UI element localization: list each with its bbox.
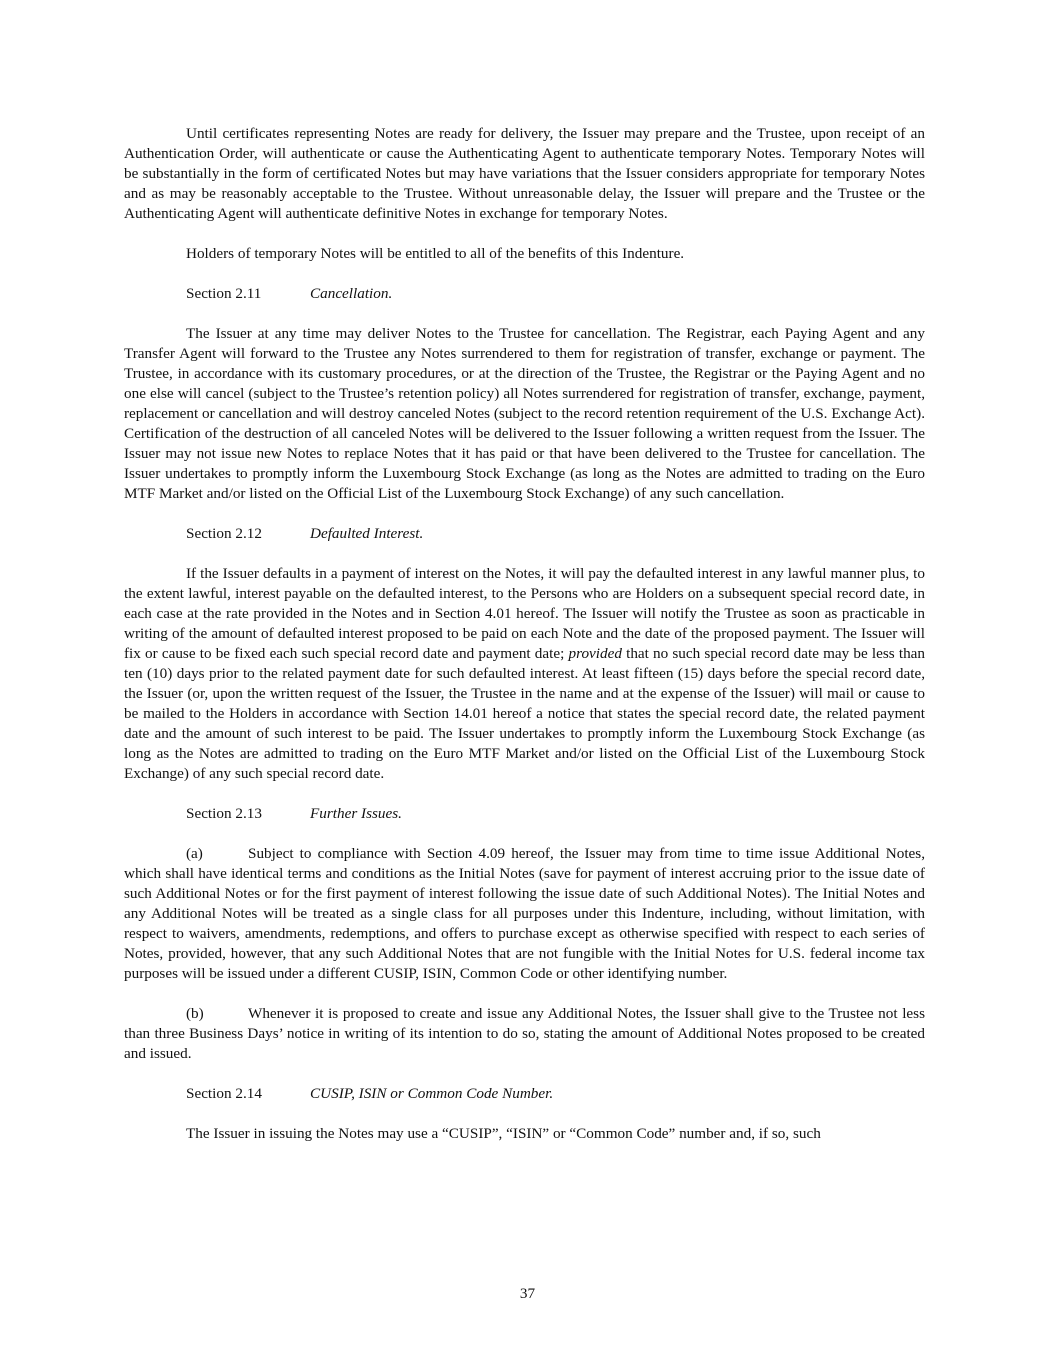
subparagraph-b-further-issues	[124, 1004, 925, 1064]
section-title: Defaulted Interest.	[310, 525, 424, 542]
subparagraph-label: (b)	[186, 1005, 204, 1022]
section-number: Section 2.13	[186, 805, 262, 822]
defaulted-interest-italic-provided: provided	[568, 645, 622, 662]
defaulted-interest-text-part-2: that no such special record date may be less than ten (10) days prior to the related payment date for such defaulted interest. At least fifteen (15) days before the special record date, the Issuer (or, upon the written request of the Issuer, the Trustee in the name and at the expense of the Issuer) will mail or cause to be mailed to the Holders in accordance with Section 14.01 hereof a notice that states the special record date, the related payment date and the amount of such interest to be paid. The Issuer undertakes to promptly inform the Luxembourg Stock Exchange (as long as the Notes are admitted to trading on the Euro MTF Market and/or listed on the Official List of the Luxembourg Stock Exchange) of any such special record date.	[124, 645, 925, 782]
section-heading-2-13	[186, 804, 925, 824]
section-heading-2-14	[186, 1084, 925, 1104]
subparagraph-label: (a)	[186, 845, 203, 862]
section-number: Section 2.11	[186, 285, 262, 302]
section-number: Section 2.12	[186, 525, 262, 542]
paragraph-holders-temporary-notes: Holders of temporary Notes will be entitled to all of the benefits of this Indenture.	[186, 245, 685, 262]
section-heading-2-11	[186, 284, 925, 304]
section-title: Further Issues.	[310, 805, 402, 822]
section-number: Section 2.14	[186, 1085, 262, 1102]
paragraph-defaulted-interest	[124, 564, 925, 784]
paragraph-temporary-notes: Until certificates representing Notes are ready for delivery, the Issuer may prepare and the Trustee, upon receipt of an Authentication Order, will authenticate or cause the Authenticating Agent to authenticate temporary Notes. Temporary Notes will be substantially in the form of certificated Notes but may have variations that the Issuer considers appropriate for temporary Notes and as may be reasonably acceptable to the Trustee. Without unreasonable delay, the Issuer will prepare and the Trustee or the Authenticating Agent will authenticate definitive Notes in exchange for temporary Notes.	[124, 125, 925, 222]
section-heading-2-12	[186, 524, 925, 544]
subparagraph-text: Subject to compliance with Section 4.09 hereof, the Issuer may from time to time issue Additional Notes, which shall have identical terms and conditions as the Initial Notes (save for payment of interest accruing prior to the issue date of such Additional Notes or for the first payment of interest following the issue date of such Additional Notes). The Initial Notes and any Additional Notes will be treated as a single class for all purposes under this Indenture, including, without limitation, with respect to waivers, amendments, redemptions, and offers to purchase except as otherwise specified with respect to each series of Notes, provided, however, that any such Additional Notes that are not fungible with the Initial Notes for U.S. federal income tax purposes will be issued under a different CUSIP, ISIN, Common Code or other identifying number.	[124, 845, 925, 982]
defaulted-interest-text-part-1: If the Issuer defaults in a payment of interest on the Notes, it will pay the defaulted interest in any lawful manner plus, to the extent lawful, interest payable on the defaulted interest, to the Persons who are Holders on a subsequent special record date, in each case at the rate provided in the Notes and in Section 4.01 hereof. The Issuer will notify the Trustee as soon as practicable in writing of the amount of defaulted interest proposed to be paid on each Note and the date of the proposed payment. The Issuer will fix or cause to be fixed each such special record date and payment date;	[124, 565, 925, 662]
subparagraph-text: Whenever it is proposed to create and issue any Additional Notes, the Issuer shall give to the Trustee not less than three Business Days’ notice in writing of its intention to do so, stating the amount of Additional Notes proposed to be created and issued.	[124, 1005, 925, 1062]
subparagraph-a-further-issues	[124, 844, 925, 984]
page-number: 37	[519, 1285, 536, 1302]
paragraph-cusip-isin: The Issuer in issuing the Notes may use a “CUSIP”, “ISIN” or “Common Code” number and, if so, such	[186, 1125, 821, 1142]
paragraph-cancellation: The Issuer at any time may deliver Notes to the Trustee for cancellation. The Registrar, each Paying Agent and any Transfer Agent will forward to the Trustee any Notes surrendered to them for registration of transfer, exchange or payment. The Trustee, in accordance with its customary procedures, or at the direction of the Trustee, the Registrar or the Paying Agent and no one else will cancel (subject to the Trustee’s retention policy) all Notes surrendered for registration of transfer, exchange, payment, replacement or cancellation and will destroy canceled Notes (subject to the record retention requirement of the U.S. Exchange Act). Certification of the destruction of all canceled Notes will be delivered to the Issuer following a written request from the Issuer. The Issuer may not issue new Notes to replace Notes that it has paid or that have been delivered to the Trustee for cancellation. The Issuer undertakes to promptly inform the Luxembourg Stock Exchange (as long as the Notes are admitted to trading on the Euro MTF Market and/or listed on the Official List of the Luxembourg Stock Exchange) of any such cancellation.	[124, 325, 925, 502]
section-title: Cancellation.	[310, 285, 393, 302]
section-title: CUSIP, ISIN or Common Code Number.	[310, 1085, 554, 1102]
document-page	[124, 124, 925, 1164]
